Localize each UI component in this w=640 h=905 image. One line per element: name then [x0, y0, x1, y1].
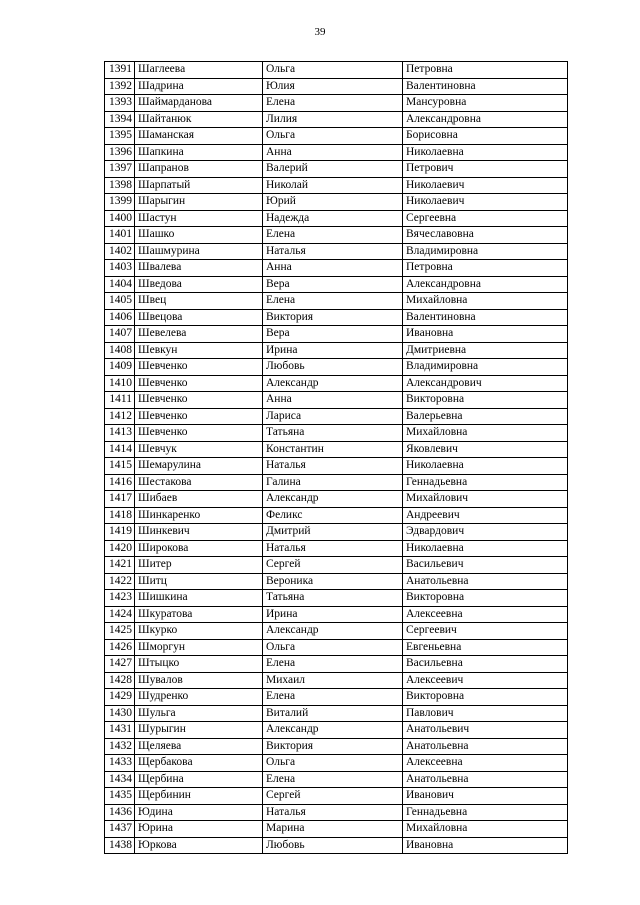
patronymic-cell: Васильевна	[403, 656, 568, 673]
first-name-cell: Галина	[263, 474, 403, 491]
table-row	[105, 62, 568, 79]
surname-cell: Шевченко	[135, 408, 263, 425]
first-name-cell: Елена	[263, 293, 403, 310]
surname-cell: Шайтанюк	[135, 111, 263, 128]
table-row	[105, 408, 568, 425]
first-name-cell: Татьяна	[263, 425, 403, 442]
first-name-cell: Любовь	[263, 359, 403, 376]
surname-cell: Шашмурина	[135, 243, 263, 260]
surname-cell: Шадрина	[135, 78, 263, 95]
surname-cell: Шевченко	[135, 359, 263, 376]
surname-cell: Шинкевич	[135, 524, 263, 541]
surname-cell: Шитц	[135, 573, 263, 590]
first-name-cell: Надежда	[263, 210, 403, 227]
table-row	[105, 392, 568, 409]
patronymic-cell: Анатольевна	[403, 573, 568, 590]
row-number-cell: 1422	[105, 573, 135, 590]
row-number-cell: 1436	[105, 804, 135, 821]
table-row	[105, 804, 568, 821]
patronymic-cell: Николаевич	[403, 194, 568, 211]
surname-cell: Шевченко	[135, 375, 263, 392]
surname-cell: Шкурко	[135, 623, 263, 640]
row-number-cell: 1420	[105, 540, 135, 557]
patronymic-cell: Николаевна	[403, 540, 568, 557]
patronymic-cell: Владимировна	[403, 359, 568, 376]
row-number-cell: 1428	[105, 672, 135, 689]
patronymic-cell: Иванович	[403, 788, 568, 805]
patronymic-cell: Анатольевна	[403, 771, 568, 788]
row-number-cell: 1431	[105, 722, 135, 739]
surname-cell: Шморгун	[135, 639, 263, 656]
row-number-cell: 1430	[105, 705, 135, 722]
surname-cell: Штыцко	[135, 656, 263, 673]
first-name-cell: Наталья	[263, 458, 403, 475]
surname-cell: Шарпатый	[135, 177, 263, 194]
row-number-cell: 1418	[105, 507, 135, 524]
patronymic-cell: Николаевна	[403, 144, 568, 161]
surname-cell: Шевчук	[135, 441, 263, 458]
patronymic-cell: Михайловна	[403, 821, 568, 838]
patronymic-cell: Борисовна	[403, 128, 568, 145]
first-name-cell: Виктория	[263, 309, 403, 326]
row-number-cell: 1433	[105, 755, 135, 772]
table-row	[105, 128, 568, 145]
patronymic-cell: Михайловна	[403, 293, 568, 310]
first-name-cell: Елена	[263, 689, 403, 706]
surname-cell: Швалева	[135, 260, 263, 277]
row-number-cell: 1396	[105, 144, 135, 161]
row-number-cell: 1403	[105, 260, 135, 277]
patronymic-cell: Алексеевна	[403, 755, 568, 772]
first-name-cell: Татьяна	[263, 590, 403, 607]
table-row	[105, 276, 568, 293]
first-name-cell: Константин	[263, 441, 403, 458]
patronymic-cell: Геннадьевна	[403, 474, 568, 491]
row-number-cell: 1426	[105, 639, 135, 656]
patronymic-cell: Михайловна	[403, 425, 568, 442]
surname-cell: Шкуратова	[135, 606, 263, 623]
first-name-cell: Виктория	[263, 738, 403, 755]
patronymic-cell: Владимировна	[403, 243, 568, 260]
row-number-cell: 1434	[105, 771, 135, 788]
table-row	[105, 821, 568, 838]
table-row	[105, 788, 568, 805]
first-name-cell: Любовь	[263, 837, 403, 854]
row-number-cell: 1412	[105, 408, 135, 425]
table-row	[105, 111, 568, 128]
row-number-cell: 1438	[105, 837, 135, 854]
first-name-cell: Елена	[263, 656, 403, 673]
patronymic-cell: Викторовна	[403, 590, 568, 607]
table-row	[105, 689, 568, 706]
patronymic-cell: Дмитриевна	[403, 342, 568, 359]
row-number-cell: 1405	[105, 293, 135, 310]
row-number-cell: 1427	[105, 656, 135, 673]
surname-cell: Юркова	[135, 837, 263, 854]
patronymic-cell: Мансуровна	[403, 95, 568, 112]
first-name-cell: Елена	[263, 95, 403, 112]
patronymic-cell: Николаевна	[403, 458, 568, 475]
table-row	[105, 425, 568, 442]
surname-cell: Швец	[135, 293, 263, 310]
first-name-cell: Юрий	[263, 194, 403, 211]
surname-cell: Швецова	[135, 309, 263, 326]
row-number-cell: 1394	[105, 111, 135, 128]
patronymic-cell: Валентиновна	[403, 78, 568, 95]
first-name-cell: Вера	[263, 326, 403, 343]
first-name-cell: Наталья	[263, 804, 403, 821]
patronymic-cell: Геннадьевна	[403, 804, 568, 821]
table-row	[105, 771, 568, 788]
first-name-cell: Лариса	[263, 408, 403, 425]
patronymic-cell: Валентиновна	[403, 309, 568, 326]
surname-cell: Шестакова	[135, 474, 263, 491]
table-row	[105, 837, 568, 854]
table-row	[105, 458, 568, 475]
surname-cell: Щербакова	[135, 755, 263, 772]
patronymic-cell: Яковлевич	[403, 441, 568, 458]
first-name-cell: Елена	[263, 227, 403, 244]
patronymic-cell: Алексеевна	[403, 606, 568, 623]
table-row	[105, 309, 568, 326]
patronymic-cell: Александровна	[403, 111, 568, 128]
first-name-cell: Ирина	[263, 342, 403, 359]
table-row	[105, 738, 568, 755]
first-name-cell: Александр	[263, 375, 403, 392]
row-number-cell: 1399	[105, 194, 135, 211]
first-name-cell: Лилия	[263, 111, 403, 128]
row-number-cell: 1393	[105, 95, 135, 112]
surname-cell: Шапкина	[135, 144, 263, 161]
patronymic-cell: Викторовна	[403, 392, 568, 409]
first-name-cell: Наталья	[263, 540, 403, 557]
row-number-cell: 1421	[105, 557, 135, 574]
first-name-cell: Валерий	[263, 161, 403, 178]
table-row	[105, 260, 568, 277]
table-row	[105, 606, 568, 623]
first-name-cell: Вероника	[263, 573, 403, 590]
patronymic-cell: Викторовна	[403, 689, 568, 706]
row-number-cell: 1413	[105, 425, 135, 442]
row-number-cell: 1401	[105, 227, 135, 244]
patronymic-cell: Вячеславовна	[403, 227, 568, 244]
patronymic-cell: Петровна	[403, 260, 568, 277]
first-name-cell: Вера	[263, 276, 403, 293]
patronymic-cell: Михайлович	[403, 491, 568, 508]
first-name-cell: Александр	[263, 722, 403, 739]
table-row	[105, 227, 568, 244]
first-name-cell: Марина	[263, 821, 403, 838]
patronymic-cell: Павлович	[403, 705, 568, 722]
row-number-cell: 1395	[105, 128, 135, 145]
table-row	[105, 573, 568, 590]
row-number-cell: 1414	[105, 441, 135, 458]
first-name-cell: Юлия	[263, 78, 403, 95]
first-name-cell: Александр	[263, 623, 403, 640]
first-name-cell: Сергей	[263, 557, 403, 574]
surname-cell: Шевченко	[135, 392, 263, 409]
surname-cell: Шинкаренко	[135, 507, 263, 524]
patronymic-cell: Николаевич	[403, 177, 568, 194]
row-number-cell: 1409	[105, 359, 135, 376]
row-number-cell: 1429	[105, 689, 135, 706]
first-name-cell: Ольга	[263, 128, 403, 145]
table-row	[105, 243, 568, 260]
row-number-cell: 1437	[105, 821, 135, 838]
table-row	[105, 95, 568, 112]
row-number-cell: 1423	[105, 590, 135, 607]
row-number-cell: 1416	[105, 474, 135, 491]
patronymic-cell: Сергеевич	[403, 623, 568, 640]
surname-cell: Щеляева	[135, 738, 263, 755]
patronymic-cell: Петровна	[403, 62, 568, 79]
first-name-cell: Наталья	[263, 243, 403, 260]
table-row	[105, 540, 568, 557]
table-row	[105, 177, 568, 194]
table-row	[105, 656, 568, 673]
table-row	[105, 474, 568, 491]
surname-cell: Шудренко	[135, 689, 263, 706]
table-row	[105, 491, 568, 508]
surname-cell: Шевченко	[135, 425, 263, 442]
first-name-cell: Елена	[263, 771, 403, 788]
surname-cell: Шурыгин	[135, 722, 263, 739]
table-row	[105, 705, 568, 722]
first-name-cell: Анна	[263, 260, 403, 277]
first-name-cell: Виталий	[263, 705, 403, 722]
surname-cell: Шапранов	[135, 161, 263, 178]
first-name-cell: Ольга	[263, 755, 403, 772]
surname-cell: Шибаев	[135, 491, 263, 508]
roster-body	[105, 62, 568, 854]
patronymic-cell: Васильевич	[403, 557, 568, 574]
patronymic-cell: Александровна	[403, 276, 568, 293]
patronymic-cell: Алексеевич	[403, 672, 568, 689]
patronymic-cell: Ивановна	[403, 837, 568, 854]
table-row	[105, 639, 568, 656]
row-number-cell: 1391	[105, 62, 135, 79]
table-row	[105, 342, 568, 359]
surname-cell: Шаманская	[135, 128, 263, 145]
row-number-cell: 1406	[105, 309, 135, 326]
row-number-cell: 1404	[105, 276, 135, 293]
surname-cell: Широкова	[135, 540, 263, 557]
surname-cell: Юрина	[135, 821, 263, 838]
row-number-cell: 1417	[105, 491, 135, 508]
first-name-cell: Александр	[263, 491, 403, 508]
row-number-cell: 1425	[105, 623, 135, 640]
patronymic-cell: Анатольевна	[403, 738, 568, 755]
surname-cell: Шитер	[135, 557, 263, 574]
surname-cell: Щербина	[135, 771, 263, 788]
surname-cell: Шувалов	[135, 672, 263, 689]
first-name-cell: Анна	[263, 144, 403, 161]
table-row	[105, 623, 568, 640]
table-row	[105, 194, 568, 211]
surname-cell: Шишкина	[135, 590, 263, 607]
patronymic-cell: Валерьевна	[403, 408, 568, 425]
row-number-cell: 1400	[105, 210, 135, 227]
table-row	[105, 144, 568, 161]
row-number-cell: 1402	[105, 243, 135, 260]
table-row	[105, 210, 568, 227]
table-row	[105, 672, 568, 689]
table-row	[105, 590, 568, 607]
surname-cell: Шульга	[135, 705, 263, 722]
surname-cell: Шаймарданова	[135, 95, 263, 112]
row-number-cell: 1410	[105, 375, 135, 392]
surname-cell: Шевелева	[135, 326, 263, 343]
row-number-cell: 1392	[105, 78, 135, 95]
patronymic-cell: Андреевич	[403, 507, 568, 524]
surname-cell: Юдина	[135, 804, 263, 821]
table-row	[105, 755, 568, 772]
surname-cell: Шведова	[135, 276, 263, 293]
surname-cell: Шашко	[135, 227, 263, 244]
first-name-cell: Николай	[263, 177, 403, 194]
row-number-cell: 1415	[105, 458, 135, 475]
patronymic-cell: Ивановна	[403, 326, 568, 343]
surname-cell: Шемарулина	[135, 458, 263, 475]
row-number-cell: 1411	[105, 392, 135, 409]
first-name-cell: Ольга	[263, 62, 403, 79]
first-name-cell: Сергей	[263, 788, 403, 805]
patronymic-cell: Александрович	[403, 375, 568, 392]
first-name-cell: Ольга	[263, 639, 403, 656]
table-row	[105, 359, 568, 376]
table-row	[105, 293, 568, 310]
first-name-cell: Феликс	[263, 507, 403, 524]
surname-cell: Шаглеева	[135, 62, 263, 79]
row-number-cell: 1407	[105, 326, 135, 343]
page-number: 39	[314, 26, 326, 38]
table-row	[105, 507, 568, 524]
first-name-cell: Анна	[263, 392, 403, 409]
row-number-cell: 1432	[105, 738, 135, 755]
row-number-cell: 1435	[105, 788, 135, 805]
row-number-cell: 1397	[105, 161, 135, 178]
table-row	[105, 441, 568, 458]
patronymic-cell: Эдвардович	[403, 524, 568, 541]
table-row	[105, 524, 568, 541]
first-name-cell: Михаил	[263, 672, 403, 689]
roster-table	[104, 61, 568, 854]
row-number-cell: 1408	[105, 342, 135, 359]
table-row	[105, 722, 568, 739]
row-number-cell: 1419	[105, 524, 135, 541]
table-row	[105, 161, 568, 178]
surname-cell: Щербинин	[135, 788, 263, 805]
table-row	[105, 557, 568, 574]
row-number-cell: 1424	[105, 606, 135, 623]
patronymic-cell: Петрович	[403, 161, 568, 178]
table-row	[105, 375, 568, 392]
surname-cell: Шастун	[135, 210, 263, 227]
table-row	[105, 78, 568, 95]
patronymic-cell: Сергеевна	[403, 210, 568, 227]
row-number-cell: 1398	[105, 177, 135, 194]
patronymic-cell: Анатольевич	[403, 722, 568, 739]
surname-cell: Шарыгин	[135, 194, 263, 211]
first-name-cell: Ирина	[263, 606, 403, 623]
patronymic-cell: Евгеньевна	[403, 639, 568, 656]
surname-cell: Шевкун	[135, 342, 263, 359]
first-name-cell: Дмитрий	[263, 524, 403, 541]
table-row	[105, 326, 568, 343]
